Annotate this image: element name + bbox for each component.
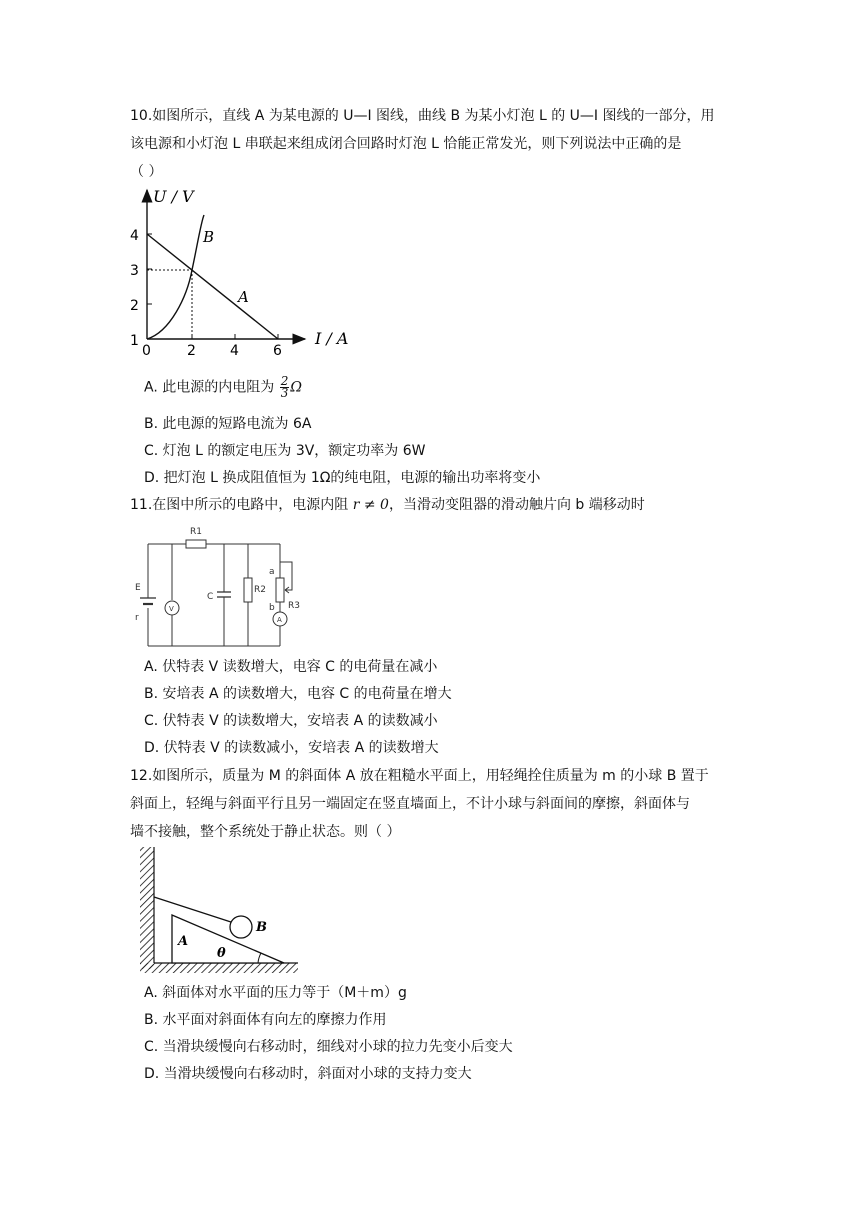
q11-stem: 11.在图中所示的电路中，电源内阻 r ≠ 0，当滑动变阻器的滑动触片向 b 端移动时 (130, 497, 645, 513)
y-tick-2: 2 (130, 298, 139, 314)
q11-option-d: D. 伏特表 V 的读数减小，安培表 A 的读数增大 (144, 740, 439, 756)
y-tick-1: 1 (130, 333, 139, 349)
fraction: $\frac{2}{3}$ (280, 374, 289, 400)
q10-option-a: A. 此电源的内电阻为 $\frac{2}{3}$ Ω (144, 374, 302, 400)
q11-circuit-diagram (130, 522, 310, 650)
label-c: C (207, 592, 214, 602)
wall-hatch (140, 847, 154, 969)
label-b: B (256, 920, 267, 935)
q10-option-b: B. 此电源的短路电流为 6A (144, 416, 312, 432)
q12-option-b: B. 水平面对斜面体有向左的摩擦力作用 (144, 1012, 387, 1028)
line-a-label: A (238, 288, 249, 306)
x-tick-0: 0 (142, 343, 151, 357)
q12-stem-line3: 墙不接触，整个系统处于静止状态。则（ ） (130, 824, 401, 840)
inequality: r ≠ 0 (352, 497, 389, 513)
label-r: r (135, 613, 139, 623)
y-tick-4: 4 (130, 228, 139, 244)
x-tick-2: 2 (187, 343, 196, 357)
label-r1: R1 (190, 527, 202, 537)
incline-a (172, 915, 284, 963)
ground-hatch (140, 963, 298, 973)
y-tick-3: 3 (130, 263, 139, 279)
q11-option-a: A. 伏特表 V 读数增大，电容 C 的电荷量在减小 (144, 659, 438, 675)
x-tick-4: 4 (230, 343, 239, 357)
y-axis-label: U / V (153, 187, 194, 206)
rope (154, 897, 234, 923)
q11-option-b: B. 安培表 A 的读数增大，电容 C 的电荷量在增大 (144, 686, 452, 702)
ball-b (230, 916, 252, 938)
q12-option-c: C. 当滑块缓慢向右移动时，细线对小球的拉力先变小后变大 (144, 1039, 513, 1055)
curve-b-label: B (203, 228, 215, 246)
q10-stem-line1: 10.如图所示，直线 A 为某电源的 U—I 图线，曲线 B 为某小灯泡 L 的 U—I 图线的一部分，用 (130, 108, 715, 124)
q12-option-a: A. 斜面体对水平面的压力等于（M＋m）g (144, 985, 407, 1001)
q10-option-d: D. 把灯泡 L 换成阻值恒为 1Ω的纯电阻，电源的输出功率将变小 (144, 470, 541, 486)
curve-b (147, 215, 204, 339)
ammeter-symbol: A (277, 616, 282, 624)
label-a: A (178, 934, 189, 949)
x-tick-6: 6 (273, 343, 282, 357)
voltmeter-symbol: V (169, 605, 174, 613)
label-a: a (269, 567, 275, 577)
q10-option-c: C. 灯泡 L 的额定电压为 3V，额定功率为 6W (144, 443, 426, 459)
label-e: E (135, 583, 141, 593)
q12-stem-line2: 斜面上，轻绳与斜面平行且另一端固定在竖直墙面上，不计小球与斜面间的摩擦，斜面体与 (130, 796, 690, 812)
q11-option-c: C. 伏特表 V 的读数增大，安培表 A 的读数减小 (144, 713, 438, 729)
label-r3: R3 (288, 601, 300, 611)
q12-stem-line1: 12.如图所示，质量为 M 的斜面体 A 放在粗糙水平面上，用轻绳拴住质量为 m 的小球 B 置于 (130, 768, 709, 784)
label-r2: R2 (254, 585, 266, 595)
x-axis-label: I / A (315, 329, 349, 348)
q10-stem-line2: 该电源和小灯泡 L 串联起来组成闭合回路时灯泡 L 恰能正常发光，则下列说法中正确的是 (130, 136, 682, 152)
q10-stem-line3: （ ） (130, 164, 163, 180)
line-a (147, 234, 278, 339)
q10-ui-graph (125, 182, 365, 357)
label-b: b (269, 603, 275, 613)
q12-option-d: D. 当滑块缓慢向右移动时，斜面对小球的支持力变大 (144, 1066, 472, 1082)
label-theta: θ (217, 946, 226, 961)
q12-incline-diagram (138, 845, 303, 975)
